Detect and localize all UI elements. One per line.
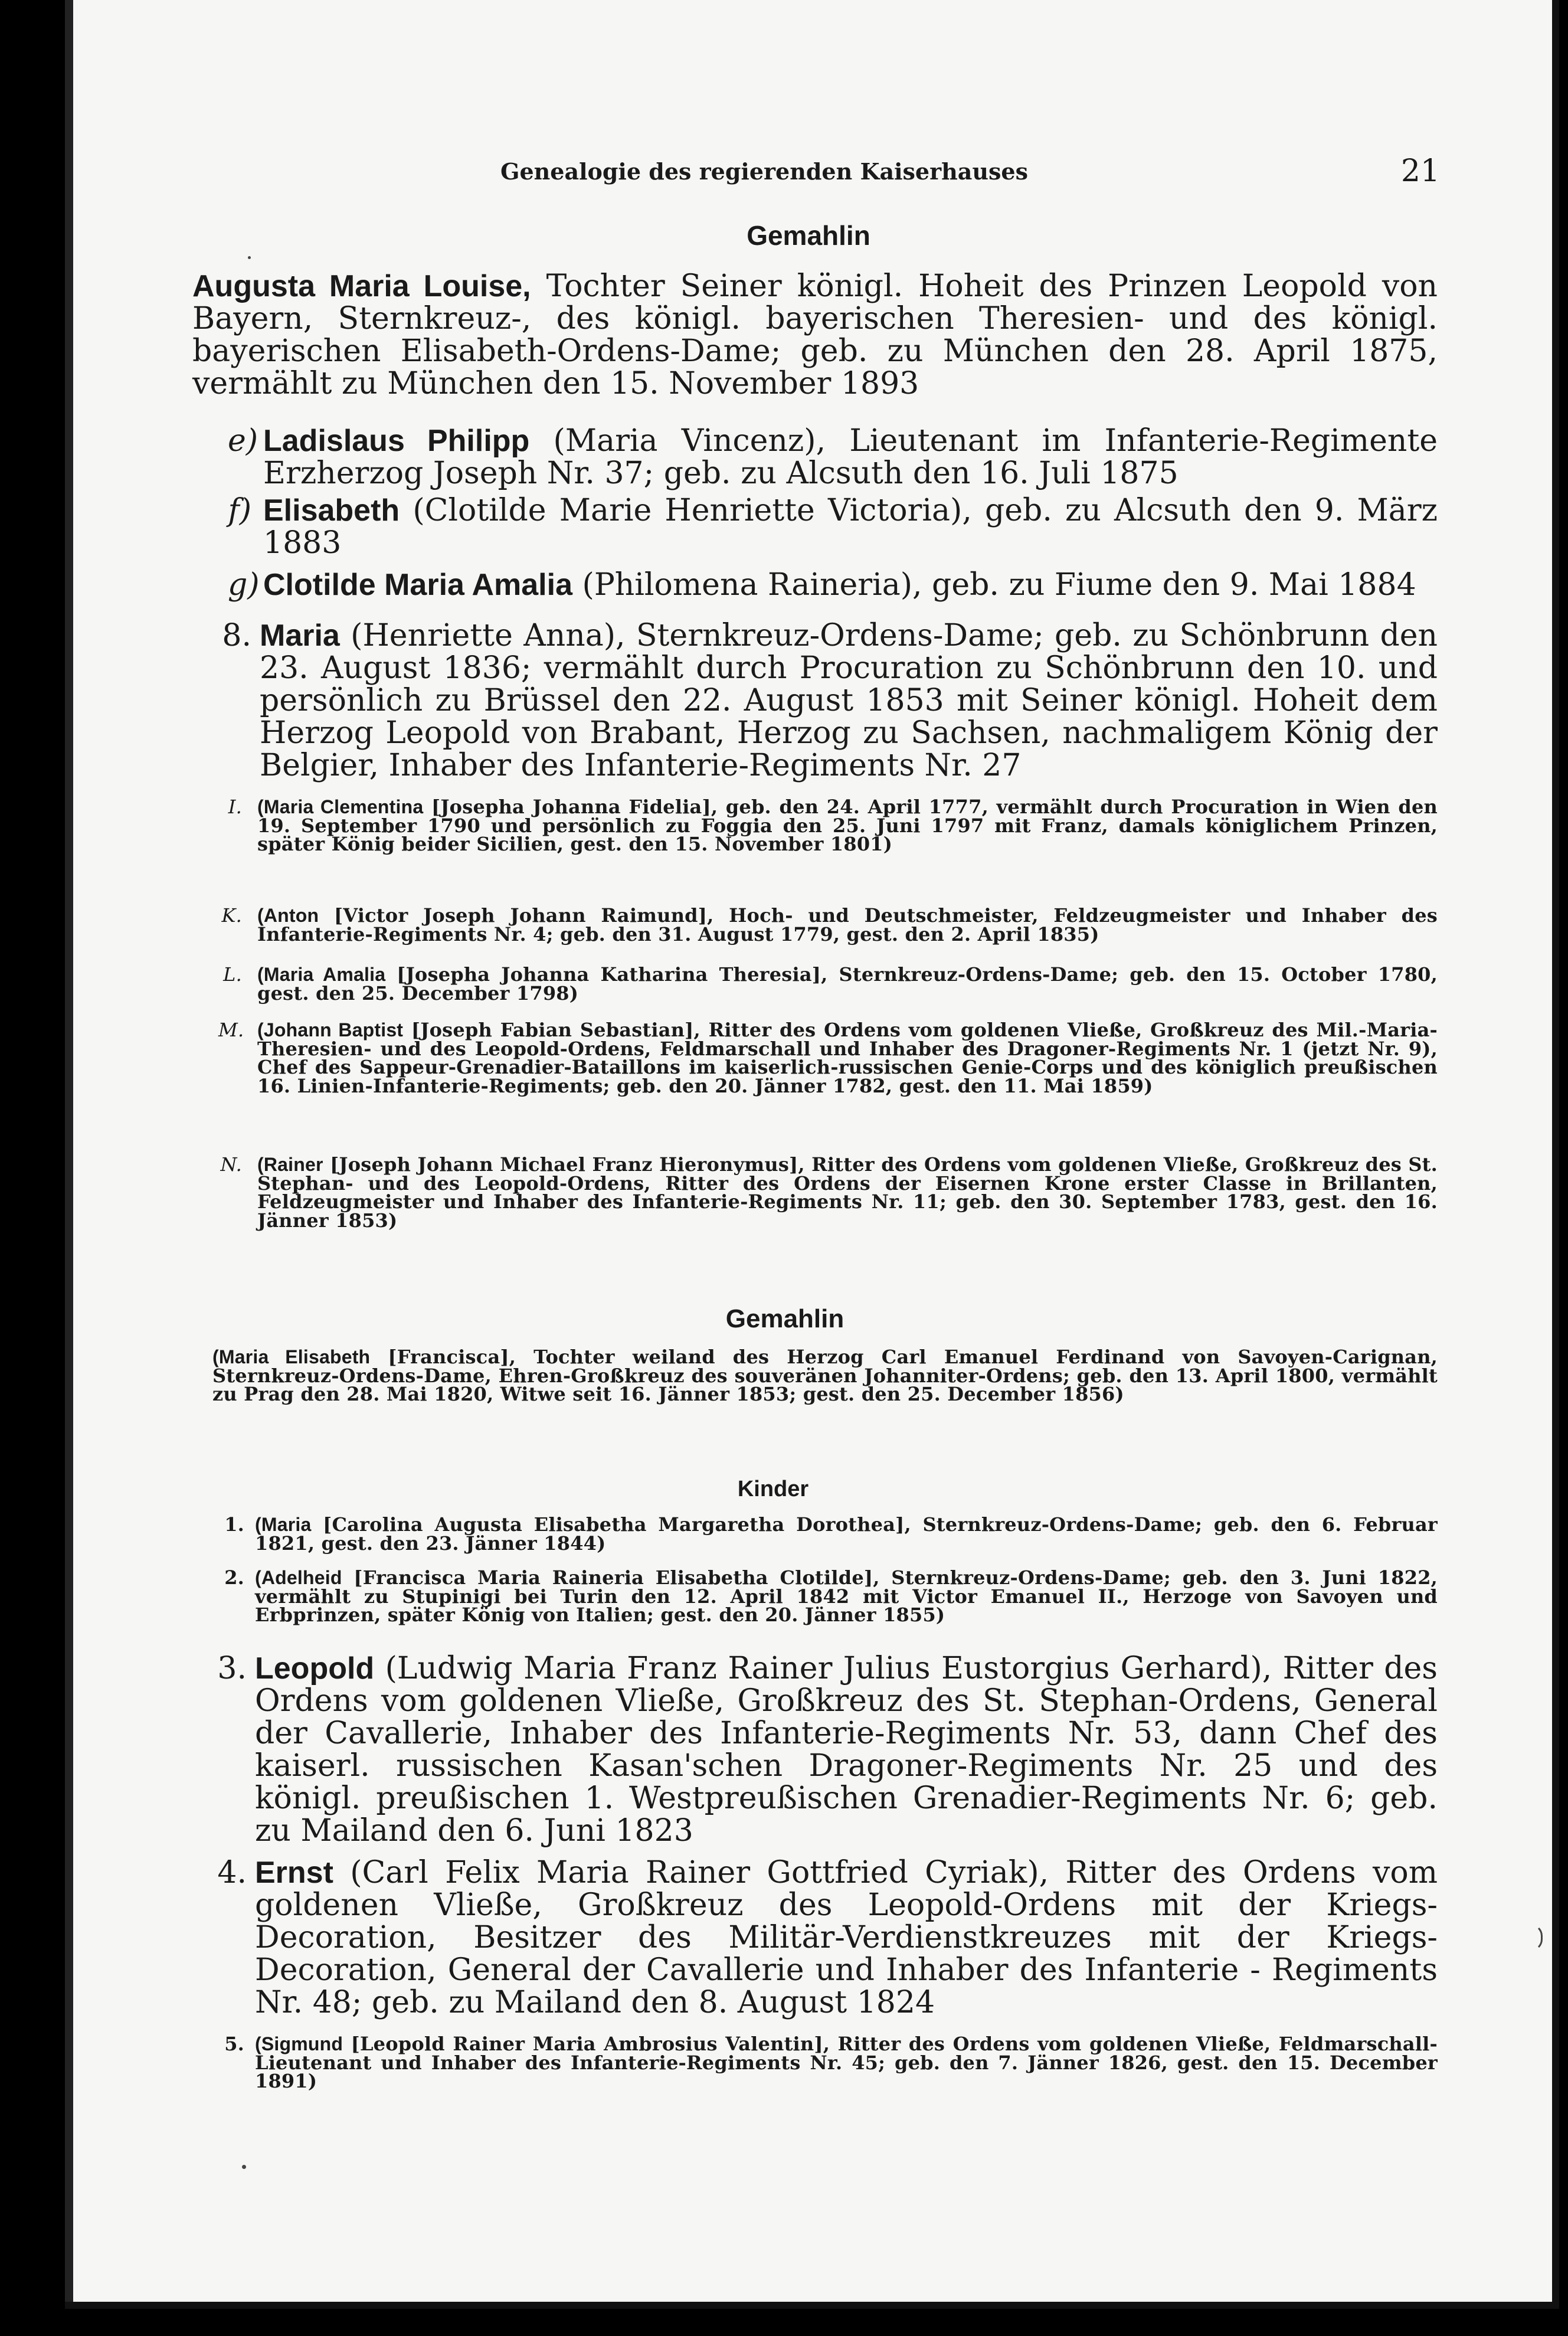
- small-label: L.: [223, 963, 242, 986]
- child-label: g): [228, 567, 260, 603]
- section-heading-consort-2: Gemahlin: [725, 1304, 844, 1333]
- small-text: [Joseph Fabian Sebastian], Ritter des Ordens vom goldenen Vließe, Großkreuz des Mil.-Maria-Theresien- und des Leopold-Ordens, Feldmarschall und Inhaber des Dragoner-Regiments Nr. 1 (jetzt Nr. 9), Chef des Sappeur-Grenadier-Bataillons im kaiserlich-russischen Genie-Corps und des königlich preußischen 16. Linien-Infanterie-Regiments; geb. den 20. Jänner 1782, gest. den 11. Mai 1859): [257, 1019, 1438, 1097]
- ink-speck: [248, 256, 251, 259]
- kind-label: 5.: [224, 2033, 244, 2055]
- child-name: Ladislaus Philipp: [263, 424, 530, 458]
- kind-entry-2: [224, 1566, 1438, 1626]
- child-entry-e: [228, 423, 1438, 491]
- entry-label: 8.: [222, 618, 251, 653]
- kind-label: 3.: [217, 1651, 247, 1686]
- small-text: [Joseph Johann Michael Franz Hieronymus], Ritter des Ordens vom goldenen Vließe, Großkreuz des St. Stephan- und des Leopold-Ordens, Ritter des Ordens der Eisernen Krone erster Classe in Brillanten, Feldzeugmeister und Inhaber des Infanterie-Regiments Nr. 11; geb. den 30. September 1783, gest. den 16. Jänner 1853): [257, 1153, 1438, 1232]
- kind-entry-4: [217, 1855, 1438, 2020]
- kind-label: 2.: [224, 1566, 244, 1589]
- ink-speck: [242, 2165, 246, 2169]
- consort-entry: [192, 270, 1438, 400]
- small-name: (Maria Clementina: [257, 796, 424, 817]
- page-number: 21: [1400, 153, 1440, 189]
- consort-2-entry: [212, 1348, 1438, 1404]
- running-title: Genealogie des regierenden Kaiserhauses: [500, 158, 1028, 185]
- consort-2-name: (Maria Elisabeth: [212, 1346, 371, 1367]
- kind-name: Leopold: [255, 1651, 375, 1686]
- child-text: (Clotilde Marie Henriette Victoria), geb. zu Alcsuth den 9. März 1883: [263, 493, 1438, 561]
- child-label: e): [228, 423, 258, 459]
- kind-text: [Leopold Rainer Maria Ambrosius Valentin], Ritter des Ordens vom goldenen Vließe, Feldmarschall-Lieutenant und Inhaber des Infanterie-Regiments Nr. 45; geb. den 7. Jänner 1826, gest. den 15. December 1891): [255, 2033, 1438, 2092]
- small-label: M.: [218, 1019, 244, 1041]
- kind-name: (Adelheid: [255, 1567, 342, 1588]
- kind-entry-1: [224, 1513, 1438, 1555]
- kind-label: 1.: [224, 1513, 244, 1536]
- small-label: K.: [221, 904, 242, 927]
- entry-text: (Henriette Anna), Sternkreuz-Ordens-Dame; geb. zu Schönbrunn den 23. August 1836; vermählt durch Procuration zu Schönbrunn den 10. und persönlich zu Brüssel den 22. August 1853 mit Seiner königl. Hoheit dem Herzog Leopold von Brabant, Herzog zu Sachsen, nachmaligem König der Belgier, Inhaber des Infanterie-Regiments Nr. 27: [260, 618, 1438, 783]
- small-entry-L: [223, 963, 1438, 1005]
- child-name: Elisabeth: [263, 493, 400, 528]
- small-name: (Johann Baptist: [257, 1019, 404, 1041]
- left-border: [65, 0, 73, 2309]
- small-text: [Josepha Johanna Fidelia], geb. den 24. April 1777, vermählt durch Procuration in Wien den 19. September 1790 und persönlich zu Foggia den 25. Juni 1797 mit Franz, damals königlichem Prinzen, später König beider Sicilien, gest. den 15. November 1801): [257, 796, 1438, 855]
- small-label: I.: [228, 796, 242, 818]
- small-entry-N: [220, 1153, 1438, 1232]
- margin-mark: [1530, 1924, 1543, 1951]
- kind-text: (Carl Felix Maria Rainer Gottfried Cyriak), Ritter des Ordens vom goldenen Vließe, Großkreuz des Leopold-Ordens mit der Kriegs-Decoration, Besitzer des Militär-Verdienstkreuzes mit der Kriegs-Decoration, General der Cavallerie und Inhaber des Infanterie - Regiments Nr. 48; geb. zu Mailand den 8. August 1824: [255, 1855, 1438, 2020]
- kind-name: (Maria: [255, 1514, 312, 1535]
- section-heading-consort: Gemahlin: [747, 220, 870, 251]
- child-text: (Philomena Raineria), geb. zu Fiume den 9. Mai 1884: [582, 567, 1416, 603]
- kind-label: 4.: [217, 1855, 247, 1890]
- small-entry-I: [228, 796, 1438, 855]
- small-name: (Rainer: [257, 1154, 323, 1175]
- small-name: (Maria Amalia: [257, 964, 386, 985]
- right-border: [1552, 0, 1559, 2309]
- small-name: (Anton: [257, 905, 319, 926]
- kind-text: [Francisca Maria Raineria Elisabetha Clotilde], Sternkreuz-Ordens-Dame; geb. den 3. Juni 1822, vermählt zu Stupinigi bei Turin den 12. April 1842 mit Victor Emanuel II., Herzoge von Savoyen und Erbprinzen, später König von Italien; gest. den 20. Jänner 1855): [255, 1566, 1438, 1626]
- scanned-page: [65, 0, 1559, 2309]
- consort-2-text: [Francisca], Tochter weiland des Herzog Carl Emanuel Ferdinand von Savoyen-Carignan, Sternkreuz-Ordens-Dame, Ehren-Großkreuz des souveränen Johanniter-Ordens; geb. den 13. April 1800, vermählt zu Prag den 28. Mai 1820, Witwe seit 16. Jänner 1853; gest. den 25. December 1856): [212, 1346, 1438, 1405]
- child-entry-g: [228, 567, 1438, 603]
- small-entry-K: [221, 904, 1438, 945]
- consort-name: Augusta Maria Louise,: [192, 269, 531, 303]
- small-label: N.: [220, 1153, 242, 1176]
- child-name: Clotilde Maria Amalia: [263, 568, 572, 602]
- child-label: f): [228, 493, 251, 528]
- child-text: (Maria Vincenz), Lieutenant im Infanterie-Regimente Erzherzog Joseph Nr. 37; geb. zu Alcsuth den 16. Juli 1875: [263, 423, 1438, 491]
- kind-text: [Carolina Augusta Elisabetha Margaretha Dorothea], Sternkreuz-Ordens-Dame; geb. den 6. Februar 1821, gest. den 23. Jänner 1844): [255, 1513, 1438, 1555]
- kind-name: Ernst: [255, 1856, 333, 1890]
- entry-8: [222, 618, 1438, 783]
- kind-entry-5: [224, 2033, 1438, 2092]
- kind-text: (Ludwig Maria Franz Rainer Julius Eustorgius Gerhard), Ritter des Ordens vom goldenen Vließe, Großkreuz des St. Stephan-Ordens, General der Cavallerie, Inhaber des Infanterie-Regiments Nr. 53, dann Chef des kaiserl. russischen Kasan'schen Dragoner-Regiments Nr. 25 und des königl. preußischen 1. Westpreußischen Grenadier-Regiments Nr. 6; geb. zu Mailand den 6. Juni 1823: [255, 1651, 1438, 1848]
- child-entry-f: [228, 493, 1438, 561]
- kind-entry-3: [217, 1651, 1438, 1848]
- small-text: [Josepha Johanna Katharina Theresia], Sternkreuz-Ordens-Dame; geb. den 15. October 1780, gest. den 25. December 1798): [257, 963, 1438, 1005]
- small-text: [Victor Joseph Johann Raimund], Hoch- und Deutschmeister, Feldzeugmeister und Inhaber des Infanterie-Regiments Nr. 4; geb. den 31. August 1779, gest. den 2. April 1835): [257, 904, 1438, 945]
- kind-name: (Sigmund: [255, 2033, 343, 2054]
- consort-text: Tochter Seiner königl. Hoheit des Prinzen Leopold von Bayern, Sternkreuz-, des königl. bayerischen Theresien- und des königl. bayerischen Elisabeth-Ordens-Dame; geb. zu München den 28. April 1875, vermählt zu München den 15. November 1893: [192, 269, 1438, 401]
- running-header: [277, 153, 1440, 194]
- bottom-border: [65, 2302, 1559, 2309]
- section-heading-children: Kinder: [737, 1477, 809, 1501]
- small-entry-M: [218, 1019, 1438, 1097]
- entry-name: Maria: [260, 619, 340, 653]
